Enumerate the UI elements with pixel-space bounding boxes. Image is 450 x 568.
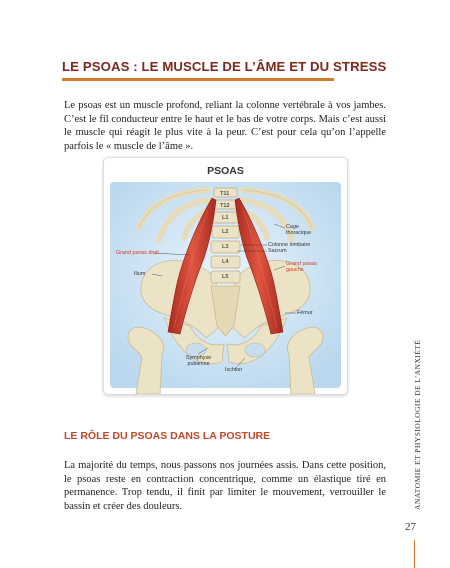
vertebra-l1: L1 [222,215,229,221]
label-femur: Fémur [297,310,313,316]
psoas-figure [103,157,348,395]
label-grand-psoas-droit: Grand psoas droit [116,250,159,256]
label-ilium: Ilium [134,271,146,277]
label-ischion: Ischion [225,367,243,373]
running-head: ANATOMIE ET PHYSIOLOGIE DE L’ANXIÉTÉ [413,339,422,510]
label-grand-psoas-gauche: Grand psoas gauche [286,261,317,274]
vertebra-l3: L3 [222,244,229,250]
page-number: 27 [405,521,416,533]
section-title: LE PSOAS : LE MUSCLE DE L’ÂME ET DU STRESS [62,59,387,74]
vertebra-l2: L2 [222,229,229,235]
label-symphyse-pubienne: Symphyse pubienne [186,355,212,368]
label-cage-thoracique: Cage thoracique [286,224,312,237]
label-colonne-lombaire: Colonne lombaire [268,242,311,248]
intro-paragraph: Le psoas est un muscle profond, reliant la colonne vertébrale à vos jambes. C’est le fil conducteur entre le haut et le bas de votre corps. Mais c’est aussi le muscle qui réagit le plus vite à la peur. C’est pour cela qu’on l’appelle parfois le « muscle de l’âme ». [64,100,386,152]
vertebra-l4: L4 [222,259,229,265]
vertebra-t11: T11 [220,191,230,197]
vertebra-t12: T12 [220,203,230,209]
subsection-title: LE RÔLE DU PSOAS DANS LA POSTURE [64,430,271,442]
page-number-rule [414,540,415,568]
vertebra-l5: L5 [222,274,229,280]
posture-paragraph: La majorité du temps, nous passons nos journées assis. Dans cette position, le psoas reste en contraction concentrique, comme un élastique tiré en permanence. Trop tendu, il finit par limiter le mouvement, verrouiller le bassin et créer des douleurs. [64,460,386,512]
label-sacrum: Sacrum [268,248,287,254]
title-underline [62,78,334,81]
figure-title: PSOAS [207,165,244,177]
